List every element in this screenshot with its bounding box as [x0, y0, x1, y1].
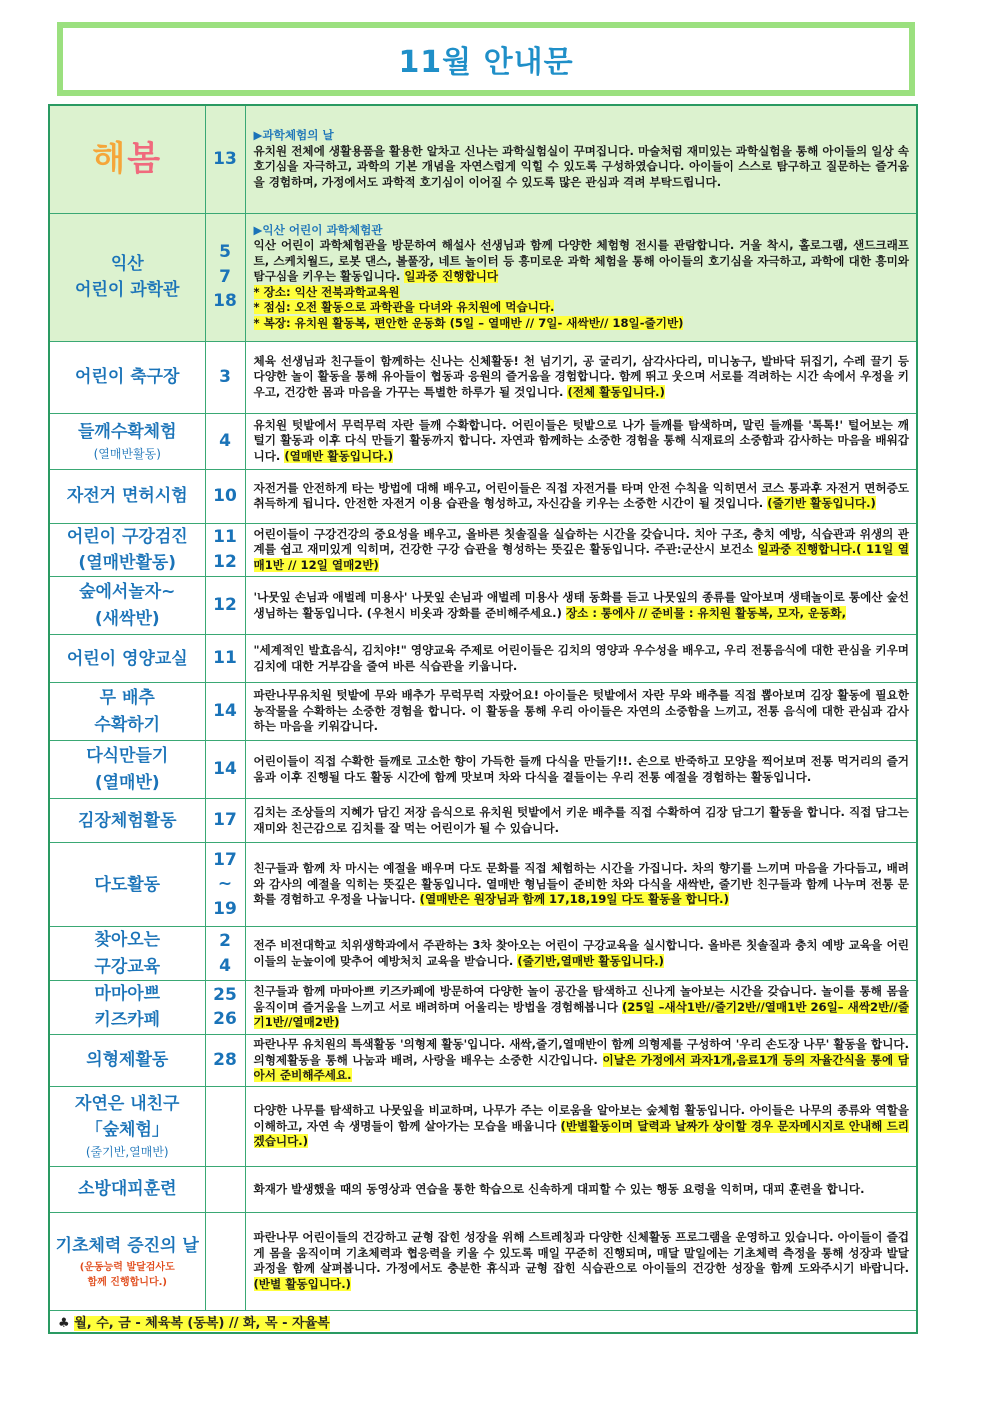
activity-name-cell: [49, 1034, 205, 1086]
highlight-note: 일과중 진행합니다: [404, 269, 499, 284]
activity-date: 28: [213, 1050, 237, 1071]
activity-date-cell: [205, 577, 245, 635]
activity-name: 수확하기: [94, 714, 161, 735]
activity-text: 다양한 나무를 탐색하고 나뭇잎을 비교하며, 나무가 주는 이로움을 알아보는 숲체험 활동입니다. 아이들은 나무의 종류와 역할을 이해하고, 자연 속 생명들이 함께 살아가는 모습을 배웁니다: [253, 1103, 909, 1133]
activity-name-cell: [49, 413, 205, 469]
activity-date-cell: [205, 980, 245, 1034]
activity-name: 기초체력 증진의 날: [55, 1236, 199, 1257]
activity-description-cell: [245, 1166, 917, 1212]
activity-name: 다도활동: [94, 874, 161, 895]
activity-name-cell: [49, 341, 205, 413]
highlight-note: (반별활동이며 달력과 날짜가 상이할 경우 문자메시지로 안내해 드리겠습니다.): [253, 1118, 909, 1149]
activity-description-cell: [245, 1212, 917, 1310]
activity-date: 4: [219, 430, 231, 451]
activity-name: 무 배추: [99, 688, 155, 709]
activity-date: 12: [213, 595, 237, 616]
activity-date-cell: [205, 843, 245, 927]
activity-description-cell: [245, 799, 917, 843]
activity-name: 「숲체험」: [85, 1120, 169, 1141]
schedule-row: [49, 799, 917, 843]
activity-sub: (열매반활동): [93, 446, 161, 461]
activity-date-cell: [205, 523, 245, 577]
activity-description-cell: [245, 683, 917, 741]
activity-name: (새싹반): [94, 608, 160, 629]
activity-name: 숲에서놀자~: [79, 582, 176, 603]
activity-text: 파란나무 유치원의 특색활동 '의형제 활동'입니다. 새싹,줄기,열매반이 함께 의형제를 구성하여 '우리 손도장 나무' 활동을 합니다. 의형제활동을 통해 나눔과 배려, 사랑을 배우는 소중한 시간입니다.: [253, 1037, 909, 1067]
activity-name-cell: [49, 980, 205, 1034]
activity-date-cell: [205, 1166, 245, 1212]
highlight-note: (25일 –새삭1반//줄기2반//열매1반 26일– 새싹2반//줄기1반//열매2반): [253, 999, 909, 1030]
activity-note: 함께 진행합니다.): [87, 1276, 167, 1288]
activity-heading: ▶익산 어린이 과학체험관: [253, 222, 383, 237]
activity-name-cell: [49, 799, 205, 843]
schedule-row: [49, 1166, 917, 1212]
activity-description-cell: [245, 413, 917, 469]
schedule-row: [49, 635, 917, 683]
activity-name-cell: [49, 635, 205, 683]
activity-description-cell: [245, 469, 917, 523]
activity-name: 어린이 축구장: [75, 366, 180, 387]
page-title: 11월 안내문: [398, 45, 574, 80]
activity-text: 파란나무유치원 텃밭에 무와 배추가 무럭무럭 자랐어요! 아이들은 텃밭에서 자란 무와 배추를 직접 뽑아보며 김장 활동에 필요한 농작물을 수확하는 소중한 경험을 합니다. 이 활동을 통해 우리 아이들은 자연의 소중함을 느끼고, 전통 음식에 대한 관심과 감사하는 마음을 키워갑니다.: [253, 688, 909, 734]
activity-date: 14: [213, 701, 237, 722]
activity-description-cell: [245, 843, 917, 927]
activity-date: 5: [219, 242, 231, 263]
activity-name: 찾아오는: [94, 930, 161, 951]
schedule-row: [49, 523, 917, 577]
activity-text: 체육 선생님과 친구들이 함께하는 신나는 신체활동! 천 넘기기, 공 굴리기, 삼각사다리, 미니농구, 발바닥 뒤집기, 수레 끌기 등 다양한 놀이 활동을 통해 유아들이 협동과 응원의 즐거움을 경험합니다. 함께 뛰고 웃으며 서로를 격려하는 시간 속에서 우정을 키우고, 건강한 몸과 마음을 가꾸는 특별한 하루가 될 것입니다.: [253, 353, 909, 399]
detail-text: * 장소: 익산 전북과학교육원: [253, 284, 400, 299]
highlight-note: (줄기반 활동입니다.): [767, 496, 876, 510]
activity-date-cell: [205, 799, 245, 843]
activity-date: 7: [219, 266, 231, 287]
activity-name: 들깨수확체험: [77, 421, 177, 442]
activity-date-cell: [205, 1212, 245, 1310]
activity-name: 자전거 면허시험: [66, 485, 188, 506]
haebom-logo: [50, 133, 205, 186]
activity-name: 어린이 구강검진: [66, 526, 188, 547]
logo-char: 봄: [127, 138, 163, 179]
activity-date: 19: [213, 899, 237, 919]
schedule-row: [49, 927, 917, 981]
schedule-row: [49, 1086, 917, 1166]
detail-line: [254, 300, 910, 316]
activity-date: 17: [213, 849, 237, 870]
activity-date-cell: [205, 469, 245, 523]
dress-code-text: 월, 수, 금 - 체육복 (동복) // 화, 목 - 자율복: [74, 1315, 330, 1331]
highlight-note: (전체 활동입니다.): [567, 384, 665, 399]
schedule-row: [49, 105, 917, 213]
activity-date: 2: [219, 930, 231, 951]
activity-text: 유치원 전체에 생활용품을 활용한 알차고 신나는 과학실험실이 꾸며집니다. 마술처럼 재미있는 과학실험을 통해 아이들의 일상 속 호기심을 자극하고, 과학의 기본 개념을 자연스럽게 익힐 수 있도록 구성하였습니다. 아이들이 스스로 탐구하고 질문하는 즐거움을 경험하며, 가정에서도 과학적 호기심이 이어질 수 있도록 많은 관심과 격려 부탁드립니다.: [253, 143, 909, 189]
activity-name: 어린이 영양교실: [66, 648, 188, 669]
detail-text: * 복장: 유치원 활동복, 편안한 운동화 (5일 – 열매반 // 7일- 새싹반// 18일-줄기반): [253, 315, 684, 330]
activity-description-cell: [245, 635, 917, 683]
activity-name: 김장체험활동: [77, 810, 177, 831]
activity-date-cell: [205, 1086, 245, 1166]
activity-name-cell: [49, 523, 205, 577]
activity-text: 파란나무 어린이들의 건강하고 균형 잡힌 성장을 위해 스트레칭과 다양한 신체활동 프로그램을 운영하고 있습니다. 아이들이 즐겁게 몸을 움직이며 기초체력과 협응력을 키울 수 있도록 매일 꾸준히 진행되며, 매달 말일에는 기초체력 측정을 통해 성장과 발달 과정을 함께 살펴봅니다. 가정에서도 충분한 휴식과 균형 잡힌 식습관으로 아이들의 건강한 성장을 함께 도와주시기 바랍니다.: [253, 1230, 909, 1276]
activity-date-cell: [205, 741, 245, 799]
activity-name: 마마아쁘: [94, 984, 161, 1005]
detail-text: * 점심: 오전 활동으로 과학관을 다녀와 유치원에 먹습니다.: [253, 300, 555, 315]
activity-date: 13: [213, 148, 237, 169]
activity-text: '나뭇잎 손님과 애벌레 미용사' 나뭇잎 손님과 애벌레 미용사 생태 동화를 듣고 나뭇잎의 종류를 알아보며 생태놀이로 통에산 숲선생님하는 활동입니다. (우천시 비옷과 장화를 준비해주세요.): [253, 590, 909, 620]
activity-name-cell: [49, 577, 205, 635]
schedule-row: [49, 1034, 917, 1086]
activity-text: 김치는 조상들의 지혜가 담긴 저장 음식으로 유치원 텃밭에서 키운 배추를 직접 수확하여 김장 담그기 활동을 합니다. 직접 담그는 재미와 친근감으로 김치를 잘 먹는 어린이가 될 수 있습니다.: [253, 805, 909, 835]
activity-date-cell: [205, 105, 245, 213]
activity-description-cell: [245, 741, 917, 799]
activity-organizer: 주관:군산시 보건소: [654, 542, 754, 557]
activity-name-cell: [49, 927, 205, 981]
activity-date: 3: [219, 366, 231, 387]
activity-date: 12: [213, 551, 237, 572]
activity-description-cell: [245, 1086, 917, 1166]
activity-description-cell: [245, 980, 917, 1034]
activity-sub: (줄기반,열매반): [85, 1145, 169, 1160]
activity-text: 익산 어린이 과학체험관을 방문하여 해설사 선생님과 함께 다양한 체험형 전시를 관람합니다. 거울 착시, 홀로그램, 샌드크래프트, 스케치월드, 로봇 댄스, 볼풀장, 네트 놀이터 등 흥미로운 과학 체험을 통해 아이들의 호기심을 자극하고, 과학에 대한 흥미와 탐구심을 키우는 활동입니다.: [253, 238, 909, 284]
activity-name: 익산: [110, 253, 144, 274]
detail-line: [254, 316, 910, 332]
activity-name: 다식만들기: [86, 746, 169, 767]
activity-name-cell: [49, 1086, 205, 1166]
activity-name: 키즈카페: [94, 1010, 161, 1031]
activity-name: 자연은 내친구: [75, 1093, 180, 1114]
activity-text: "세계적인 발효음식, 김치야!" 영양교육 주제로 어린이들은 김치의 영양과 우수성을 배우고, 우리 전통음식에 대한 관심을 키우며 김치에 대한 거부감을 줄여 바른 식습관을 키웁니다.: [253, 643, 909, 673]
highlight-note: 일과중 진행합니다.( 11일 열매1반 // 12일 열매2반): [253, 542, 909, 572]
activity-description-cell: [245, 341, 917, 413]
activity-description-cell: [245, 577, 917, 635]
activity-name: (열매반): [94, 772, 160, 793]
schedule-row: [49, 843, 917, 927]
activity-date-cell: [205, 635, 245, 683]
activity-description-cell: [245, 1034, 917, 1086]
activity-text: 전주 비전대학교 치위생학과에서 주관하는 3차 찾아오는 어린이 구강교육을 실시합니다. 올바른 칫솔질과 충치 예방 교육을 어린이들의 눈높이에 맞추어 예방처치 교육을 받습니다.: [253, 938, 909, 968]
schedule-row: [49, 341, 917, 413]
activity-name-cell: [49, 1166, 205, 1212]
logo-char: 해: [92, 138, 128, 179]
activity-name: 의형제활동: [86, 1050, 169, 1071]
activity-text: 유치원 텃밭에서 무럭무럭 자란 들깨 수확합니다. 어린이들은 텃밭으로 나가 들깨를 탐색하며, 말린 들깨를 '톡톡!' 털어보는 깨 털기 활동과 이후 다식 만들기 활동까지 합니다. 자연과 함께하는 소중한 경험을 통해 식재료의 소중함과 감사하는 마음을 배워갑니다.: [253, 417, 909, 463]
activity-description-cell: [245, 105, 917, 213]
highlight-note: (줄기반,열매반 활동입니다.): [517, 953, 664, 968]
schedule-row: [49, 683, 917, 741]
schedule-table: [48, 104, 918, 1334]
activity-date: 10: [213, 485, 237, 506]
activity-description-cell: [245, 927, 917, 981]
highlight-note: 이날은 가정에서 과자1개,음료1개 등의 자율간식을 통에 담아서 준비해주세요.: [253, 1052, 909, 1083]
schedule-row: [49, 577, 917, 635]
activity-text: 화재가 발생했을 때의 동영상과 연습을 통한 학습으로 신속하게 대피할 수 있는 행동 요령을 익히며, 대피 훈련을 합니다.: [253, 1181, 865, 1196]
schedule-row: [49, 980, 917, 1034]
activity-date-cell: [205, 213, 245, 341]
highlight-note: (반별 활동입니다.): [253, 1276, 351, 1291]
activity-date-cell: [205, 1034, 245, 1086]
activity-name-cell: [49, 843, 205, 927]
activity-note: (운동능력 발달검사도: [79, 1261, 175, 1273]
activity-date-cell: [205, 683, 245, 741]
highlight-note: 장소 : 통에사 // 준비물 : 유치원 활동복, 모자, 운동화,: [565, 605, 847, 620]
detail-line: [254, 285, 910, 301]
activity-name-cell: [49, 741, 205, 799]
activity-date: 4: [219, 955, 231, 976]
activity-date: 26: [213, 1009, 237, 1030]
highlight-note: (열매반은 원장님과 함께 17,18,19일 다도 활동을 합니다.): [419, 892, 729, 907]
club-icon: ♣: [58, 1315, 70, 1331]
dress-code-footer: [49, 1310, 917, 1333]
activity-name-cell: [49, 469, 205, 523]
activity-text: 친구들과 함께 마마아쁘 키즈카페에 방문하여 다양한 놀이 공간을 탐색하고 신나게 놀아보는 시간을 갖습니다. 놀이를 통해 몸을 움직이며 즐거움을 느끼고 서로 배려하며 어울리는 방법을 경험해봅니다: [253, 984, 909, 1014]
activity-date: 18: [213, 291, 237, 312]
activity-heading: ▶과학체험의 날: [253, 128, 334, 143]
activity-name-cell: [49, 213, 205, 341]
activity-date: 11: [213, 527, 237, 548]
schedule-row: [49, 1212, 917, 1310]
schedule-row: [49, 741, 917, 799]
dress-code-cell: [49, 1310, 917, 1333]
activity-date: 14: [213, 759, 237, 780]
activity-description-cell: [245, 213, 917, 341]
activity-date: 11: [213, 648, 237, 669]
schedule-row: [49, 213, 917, 341]
activity-text: 친구들과 함께 차 마시는 예절을 배우며 다도 문화를 직접 체험하는 시간을 가집니다. 차의 향기를 느끼며 마음을 가다듬고, 배려와 감사의 예절을 익히는 뜻깊은 활동입니다. 열매반 형님들이 준비한 차와 다식을 새싹반, 줄기반 친구들과 함께 나누며 전통 문화를 경험하고 우정을 나눕니다.: [253, 861, 909, 907]
activity-date-cell: [205, 413, 245, 469]
activity-name: 어린이 과학관: [75, 280, 180, 300]
activity-description-cell: [245, 523, 917, 577]
title-banner: [57, 22, 915, 96]
schedule-row: [49, 469, 917, 523]
activity-date-cell: [205, 927, 245, 981]
activity-text: 자전거를 안전하게 타는 방법에 대해 배우고, 어린이들은 직접 자전거를 타며 안전 수칙을 익히면서 코스 통과후 자전거 면허증도 취득하게 됩니다. 안전한 자전거 이용 습관을 형성하고, 자신감을 키우는 소중한 시간이 될 것입니다.: [253, 480, 909, 510]
activity-date: 25: [213, 984, 237, 1005]
activity-name-cell: [49, 105, 205, 213]
schedule-row: [49, 413, 917, 469]
activity-name: 구강교육: [94, 956, 161, 977]
activity-date: ~: [217, 874, 233, 895]
activity-date: 17: [213, 810, 237, 831]
activity-date-cell: [205, 341, 245, 413]
highlight-note: (열매반 활동입니다.): [284, 448, 393, 463]
activity-text: 어린이들이 직접 수확한 들깨로 고소한 향이 가득한 들깨 다식을 만들기!!. 손으로 반죽하고 모양을 찍어보며 전통 먹거리의 즐거움과 이후 진행될 다도 활동 시간에 함께 맛보며 차와 다식을 곁들이는 우리 전통 예절을 경험하는 활동입니다.: [253, 754, 909, 784]
activity-name-cell: [49, 1212, 205, 1310]
activity-name-cell: [49, 683, 205, 741]
activity-name: 소방대피훈련: [77, 1179, 177, 1200]
activity-name: (열매반활동): [78, 552, 177, 573]
activity-text: 어린이들이 구강건강의 중요성을 배우고, 올바른 칫솔질을 실습하는 시간을 갖습니다. 치아 구조, 충치 예방, 식습관과 위생의 관계를 쉽고 재미있게 익히며, 건강한 구강 습관을 형성하는 뜻깊은 활동입니다.: [253, 526, 909, 557]
